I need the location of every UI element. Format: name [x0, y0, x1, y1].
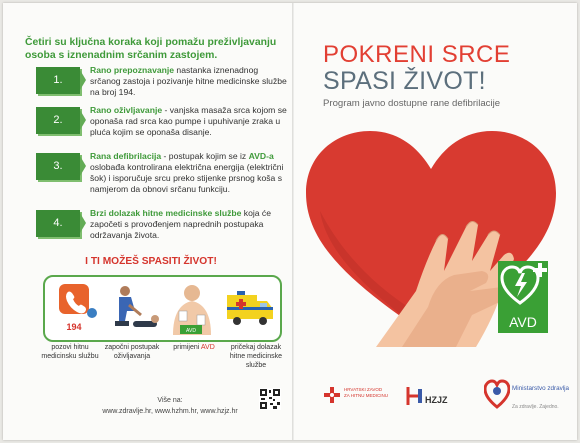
hzjz-logo-icon [406, 385, 424, 412]
caption-cpr: započni postupak oživljavanja [104, 344, 160, 360]
step-number: 1. [36, 67, 80, 94]
step-text [90, 105, 290, 138]
ministry-logo-icon [484, 379, 510, 414]
step-title: Rano oživljavanje [90, 105, 163, 115]
more-label: Više na: [157, 397, 183, 404]
aed-sign [498, 261, 548, 333]
aed-heart-bolt-icon [498, 261, 548, 311]
you-can-save-heading: I TI MOŽEŠ SPASITI ŽIVOT! [85, 256, 217, 267]
phone-number: 194 [66, 322, 82, 332]
phone-call-icon [51, 281, 102, 335]
step-body: koja će započeti s provođenjem naprednih postupaka održavanja života. [90, 208, 272, 240]
aed-sign-label: AVD [509, 314, 537, 330]
step-number: 2. [36, 107, 80, 134]
step-number: 3. [36, 153, 80, 180]
hzhm-logo-text: HRVATSKI ZAVOD ZA HITNU MEDICINU [344, 387, 389, 398]
step-title: Brzi dolazak hitne medicinske službe [90, 208, 242, 218]
step-title: Rana defibrilacija [90, 151, 162, 161]
step-title: Rano prepoznavanje [90, 65, 175, 75]
right-panel [294, 3, 577, 440]
title-line-1: POKRENI SRCE [323, 41, 511, 68]
caption-aed: primijeni AVD [173, 344, 215, 351]
step-text [90, 65, 290, 98]
partner-logos [294, 375, 577, 415]
aed-pads-icon [167, 281, 218, 335]
ministry-slogan: Za zdravlje. Zajedno. [512, 404, 559, 410]
action-strip [43, 275, 282, 342]
step-body: - postupak kojim se iz [161, 151, 249, 161]
links-text[interactable]: www.zdravlje.hr, www.hzhm.hr, www.hzjz.hr [102, 408, 238, 415]
caption-call: pozovi hitnu medicinsku službu [41, 344, 99, 360]
more-info [95, 395, 245, 417]
cpr-icon [109, 281, 160, 335]
left-panel [3, 3, 292, 440]
step-body-cont: oslobađa kontrolirana električna energija (električni šok) i isporučuje srcu preko stijenke prsnog koša s namjerom da obnovi srčanu funkciju. [90, 162, 284, 194]
hzhm-logo-icon [324, 387, 340, 408]
caption-wait: pričekaj dolazak hitne medicinske službe [229, 344, 283, 369]
step-body: - vanjska masaža srca kojom se oponaša rad srca kao pumpe i upuhivanje zraka u pluća kojim se oponaša disanje. [90, 105, 287, 137]
title-line-2: SPASI ŽIVOT! [323, 67, 486, 95]
leaflet [3, 3, 577, 440]
step-number: 4. [36, 210, 80, 237]
qr-code-icon[interactable] [259, 388, 281, 410]
step-text [90, 151, 290, 195]
program-subtitle: Program javno dostupne rane defibrilacije [323, 98, 501, 109]
steps-heading: Četiri su ključna koraka koji pomažu preživljavanju osoba s iznenadnim srčanim zastojem. [25, 37, 277, 61]
aed-device-label: AVD [186, 328, 196, 334]
step-body: nastanka iznenadnog srčanog zastoja i pozivanje hitne medicinske službe na broj 194. [90, 65, 287, 97]
ambulance-icon [225, 281, 276, 335]
hzjz-logo-text: HZJZ [425, 395, 448, 405]
step-title-avd: AVD-a [248, 151, 274, 161]
ministry-logo-text: Ministarstvo zdravlja [512, 385, 570, 392]
step-text [90, 208, 290, 241]
